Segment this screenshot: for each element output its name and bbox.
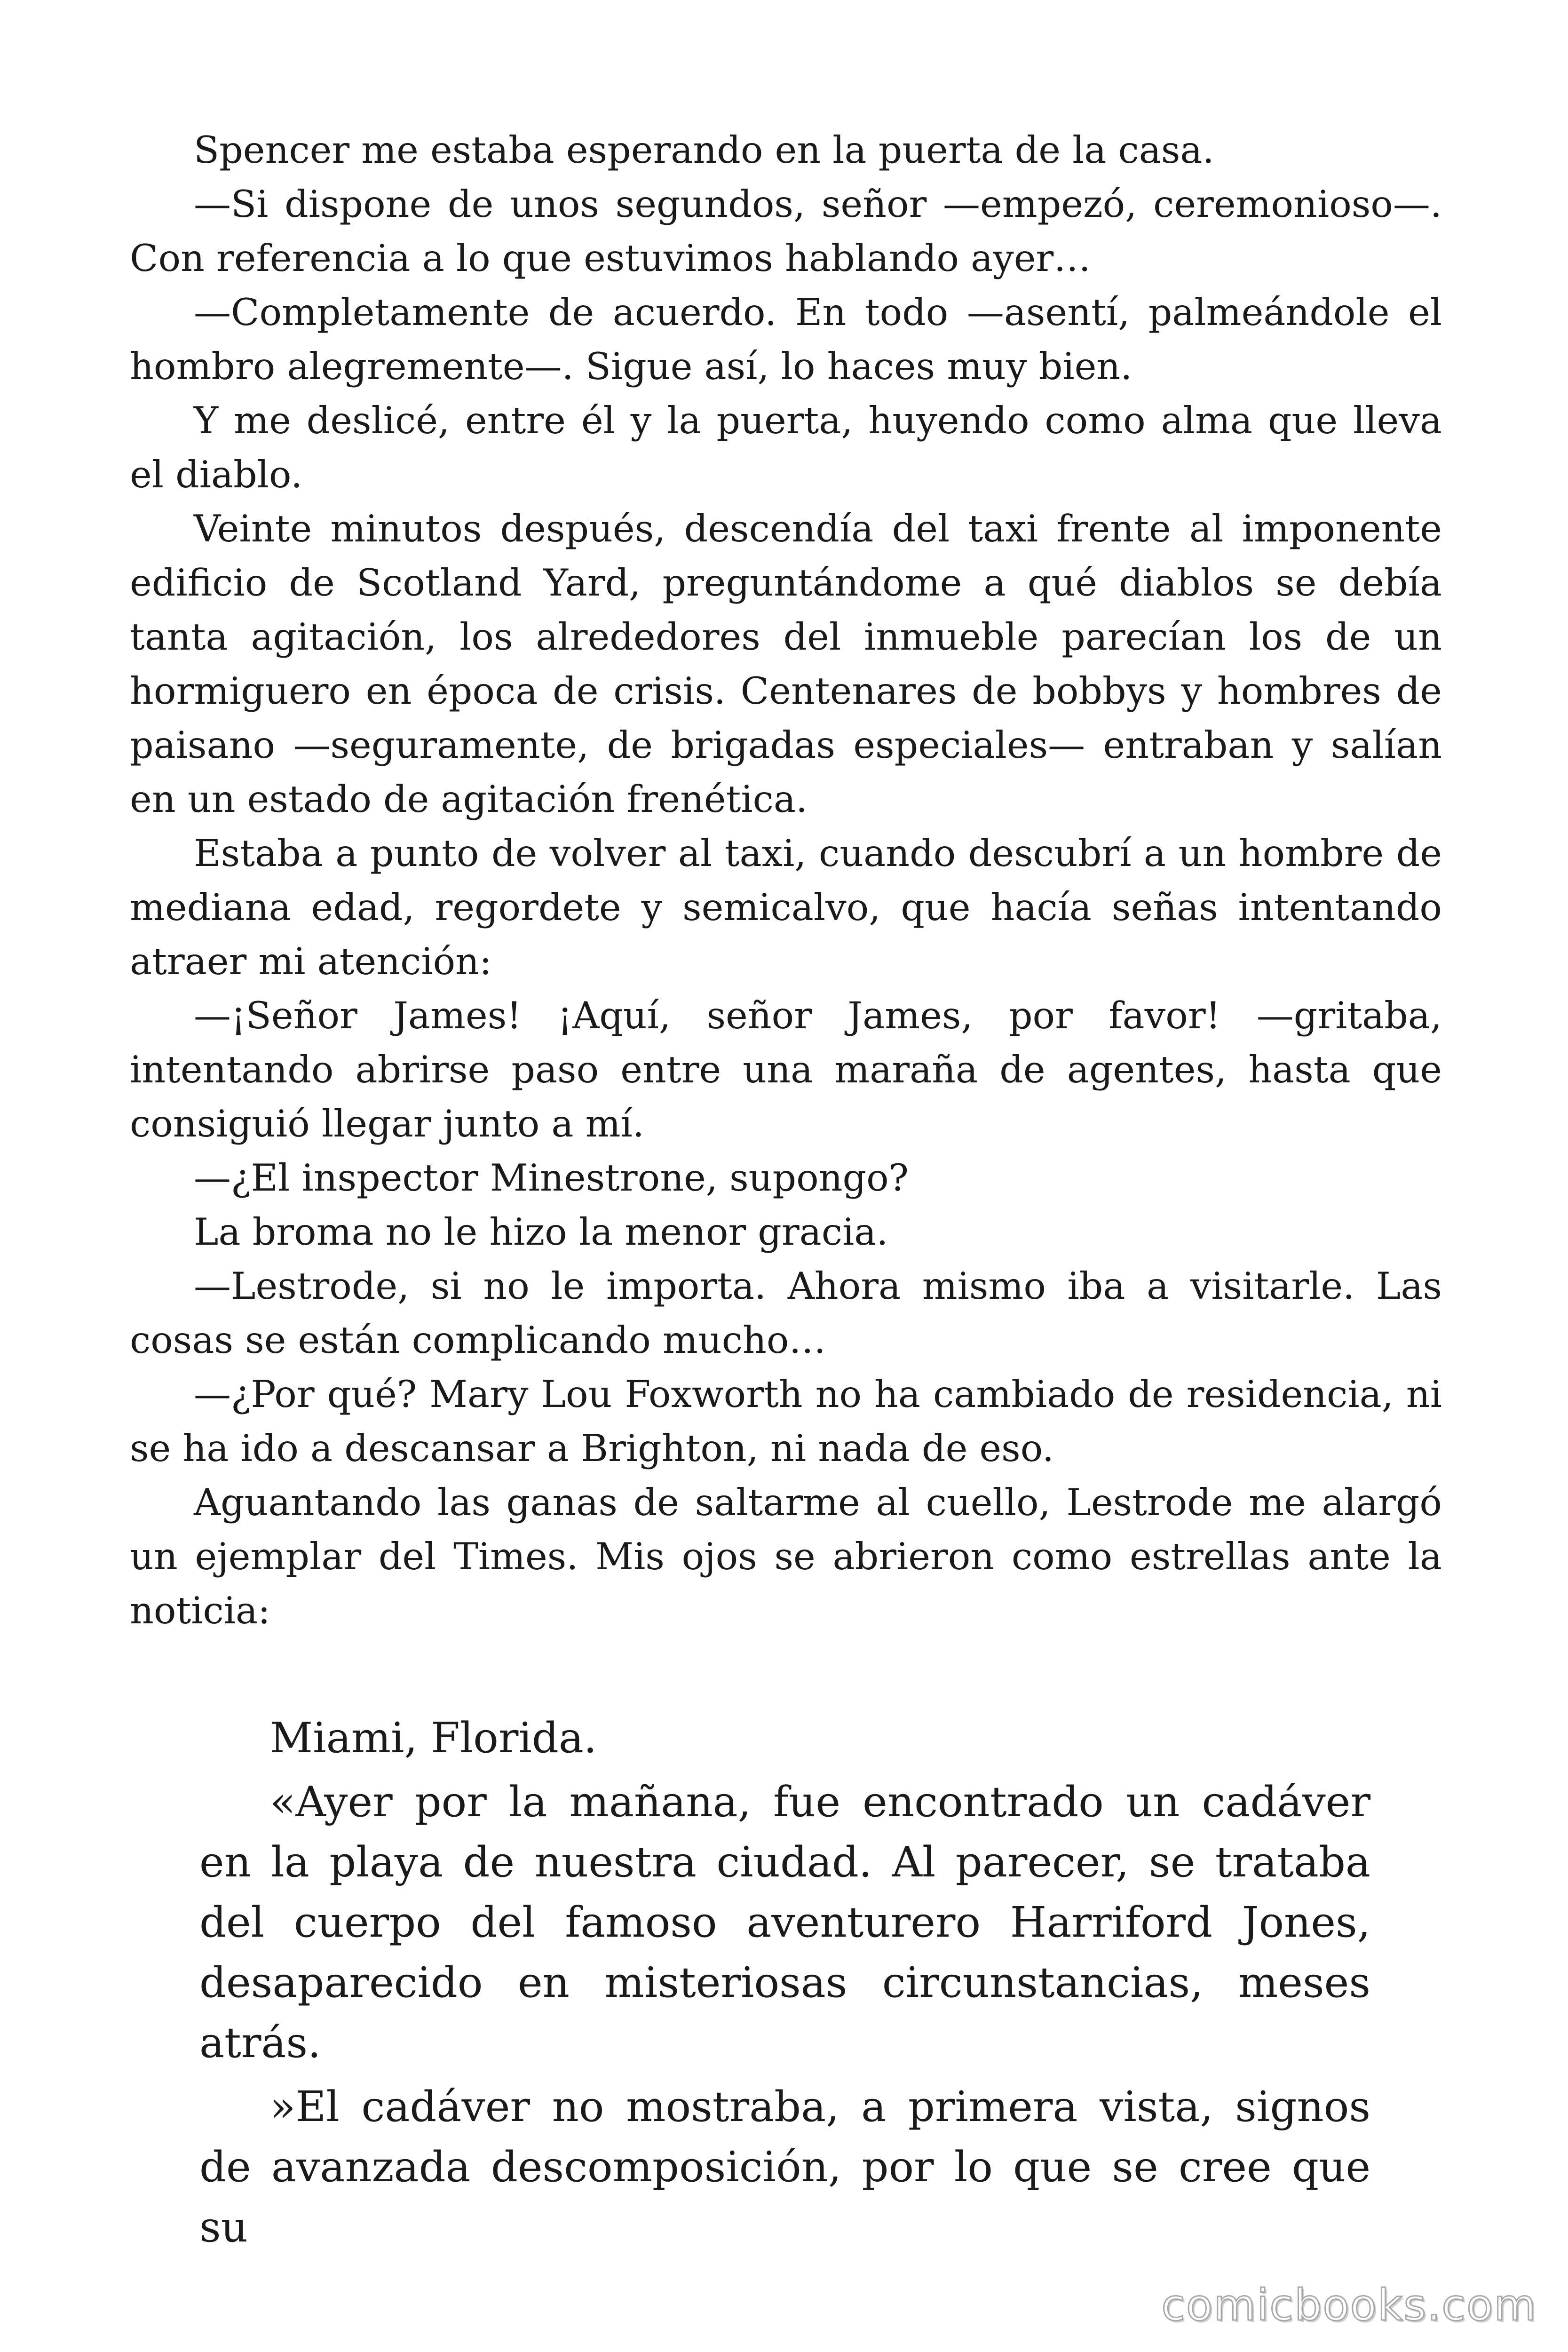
watermark-logo: comicbooks.com — [1161, 2280, 1537, 2330]
paragraph: —¿Por qué? Mary Lou Foxworth no ha cambiado de residencia, ni se ha ido a descansar a Brighton, ni nada de eso. — [130, 1373, 1442, 1470]
paragraph: Aguantando las ganas de saltarme al cuello, Lestrode me alargó un ejemplar del Times. Mis ojos se abrieron como estrellas ante la noticia: — [130, 1481, 1442, 1632]
paragraph: Veinte minutos después, descendía del taxi frente al imponente edificio de Scotland Yard, preguntándome a qué diablos se debía tanta agitación, los alrededores del inmueble parecían los de un hormiguero en época de crisis. Centenares de bobbys y hombres de paisano —seguramente, de brigadas especiales— entraban y salían en un estado de agitación frenética. — [130, 507, 1442, 821]
paragraph: Spencer me estaba esperando en la puerta de la casa. — [194, 128, 1214, 172]
news-clipping — [199, 1708, 1370, 2257]
paragraph: Estaba a punto de volver al taxi, cuando descubrí a un hombre de mediana edad, regordete y semicalvo, que hacía señas intentando atraer mi atención: — [130, 832, 1442, 983]
clipping-dateline: Miami, Florida. — [270, 1713, 597, 1762]
paragraph: La broma no le hizo la menor gracia. — [194, 1210, 888, 1254]
clipping-paragraph: «Ayer por la mañana, fue encontrado un cadáver en la playa de nuestra ciudad. Al parecer, se trataba del cuerpo del famoso aventurero Harriford Jones, desaparecido en misteriosas circunstancias, meses atrás. — [199, 1777, 1370, 2067]
paragraph: —Si dispone de unos segundos, señor —empezó, ceremonioso—. Con referencia a lo que estuvimos hablando ayer… — [130, 183, 1442, 280]
paragraph: Y me deslicé, entre él y la puerta, huyendo como alma que lleva el diablo. — [130, 399, 1442, 496]
paragraph: —¿El inspector Minestrone, supongo? — [194, 1156, 909, 1200]
clipping-paragraph: »El cadáver no mostraba, a primera vista, signos de avanzada descomposición, por lo que se cree que su — [199, 2082, 1370, 2251]
body-text — [130, 123, 1442, 1638]
paragraph: —¡Señor James! ¡Aquí, señor James, por favor! —gritaba, intentando abrirse paso entre una maraña de agentes, hasta que consiguió llegar junto a mí. — [130, 994, 1442, 1145]
paragraph: —Completamente de acuerdo. En todo —asentí, palmeándole el hombro alegremente—. Sigue así, lo haces muy bien. — [130, 291, 1442, 388]
paragraph: —Lestrode, si no le importa. Ahora mismo iba a visitarle. Las cosas se están complicando mucho… — [130, 1264, 1442, 1362]
